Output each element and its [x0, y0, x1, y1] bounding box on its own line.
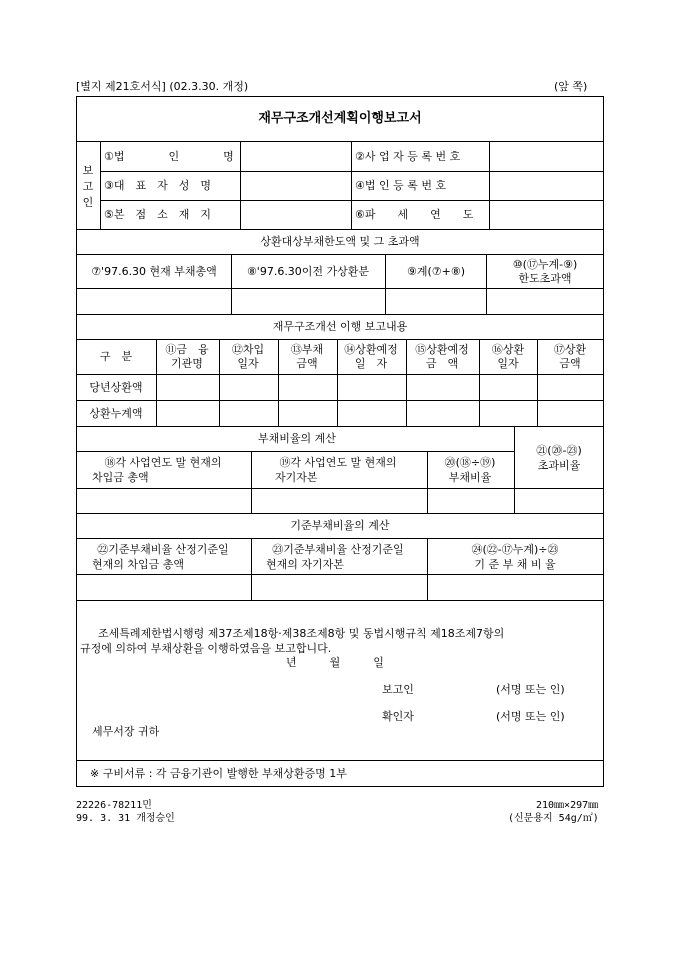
page-title: 재무구조개선계획이행보고서	[258, 111, 422, 126]
base-borrowings-header: ㉒기준부채비율 산정기준일	[97, 543, 229, 556]
excess-ratio-header: ㉑(⑳-㉓)	[536, 444, 582, 457]
planned-amount-header: ⑮상환예정	[415, 343, 469, 356]
repaid-date-header: ⑯상환	[491, 343, 525, 356]
required-docs-note: ※ 구비서류 : 각 금융기관이 발행한 부채상환증명 1부	[90, 767, 347, 780]
corp-name-label: ①법 인 명	[104, 150, 234, 163]
row-cumulative: 상환누계액	[89, 407, 143, 420]
equity-header: ⑲각 사업연도 말 현재의	[279, 456, 397, 469]
addressee: 세무서장 귀하	[92, 725, 160, 738]
section3-title: 부채비율의 계산	[258, 432, 336, 445]
representative-label: ③대 표 자 성 명	[104, 179, 211, 192]
paper-type: (신문용지 54g/㎡)	[508, 813, 599, 824]
reporter-label: 보고인	[382, 683, 414, 696]
base-debt-ratio-header: ㉔(㉒-⑰누계)÷㉓	[471, 543, 559, 556]
paper-size: 210㎜×297㎜	[536, 800, 599, 811]
hq-address-label: ⑤본 점 소 재 지	[104, 208, 211, 221]
row-current-year: 당년상환액	[89, 381, 143, 394]
base-equity-header: ㉓기준부채비율 산정기준일	[272, 543, 404, 556]
category-header: 구 분	[99, 350, 133, 363]
planned-date-header: ⑭상환예정	[344, 343, 398, 356]
debt-ratio-header: ⑳(⑱÷⑲)	[444, 456, 496, 469]
form-label: [별지 제21호서식] (02.3.30. 개정)	[76, 80, 249, 93]
debt-amount-header: ⑬부채	[290, 343, 324, 356]
corp-reg-no-label: ④법 인 등 록 번 호	[355, 179, 447, 192]
reporter-sign: (서명 또는 인)	[496, 683, 565, 696]
sum-label: ⑨계(⑦+⑧)	[406, 265, 466, 278]
limit-excess-label: 한도초과액	[518, 272, 572, 285]
approval-date: 99. 3. 31 개정승인	[76, 813, 175, 824]
section1-title: 상환대상부채한도액 및 그 초과액	[260, 235, 420, 248]
statement-line2: 규정에 의하여 부채상환을 이행하였음을 보고합니다.	[80, 642, 332, 655]
section4-title: 기준부채비율의 계산	[290, 519, 390, 532]
statement-line1: 조세특례제한법시행령 제37조제18항·제38조제8항 및 동법시행규칙 제18조제7항의	[98, 627, 505, 640]
total-debt-label: ⑦'97.6.30 현재 부채총액	[91, 265, 217, 278]
confirmer-label: 확인자	[382, 710, 414, 723]
confirmer-sign: (서명 또는 인)	[496, 710, 565, 723]
institution-header: ⑪금 융	[165, 343, 209, 356]
tax-year-label: ⑥파 세 연 도	[355, 208, 474, 221]
pre-repayment-label: ⑧'97.6.30이전 가상환분	[246, 265, 370, 278]
form-code: 22226-78211민	[76, 800, 152, 811]
business-reg-no-label: ②사 업 자 등 록 번 호	[355, 150, 461, 163]
page-side: (앞 쪽)	[554, 80, 588, 93]
excess-label: ⑩(⑰누계-⑨)	[512, 258, 578, 271]
repaid-amount-header: ⑰상환	[553, 343, 587, 356]
date-line: 년 월 일	[286, 656, 384, 669]
section2-title: 재무구조개선 이행 보고내용	[272, 320, 408, 333]
borrowings-header: ⑱각 사업연도 말 현재의	[104, 456, 222, 469]
borrow-date-header: ⑫차입	[231, 343, 265, 356]
